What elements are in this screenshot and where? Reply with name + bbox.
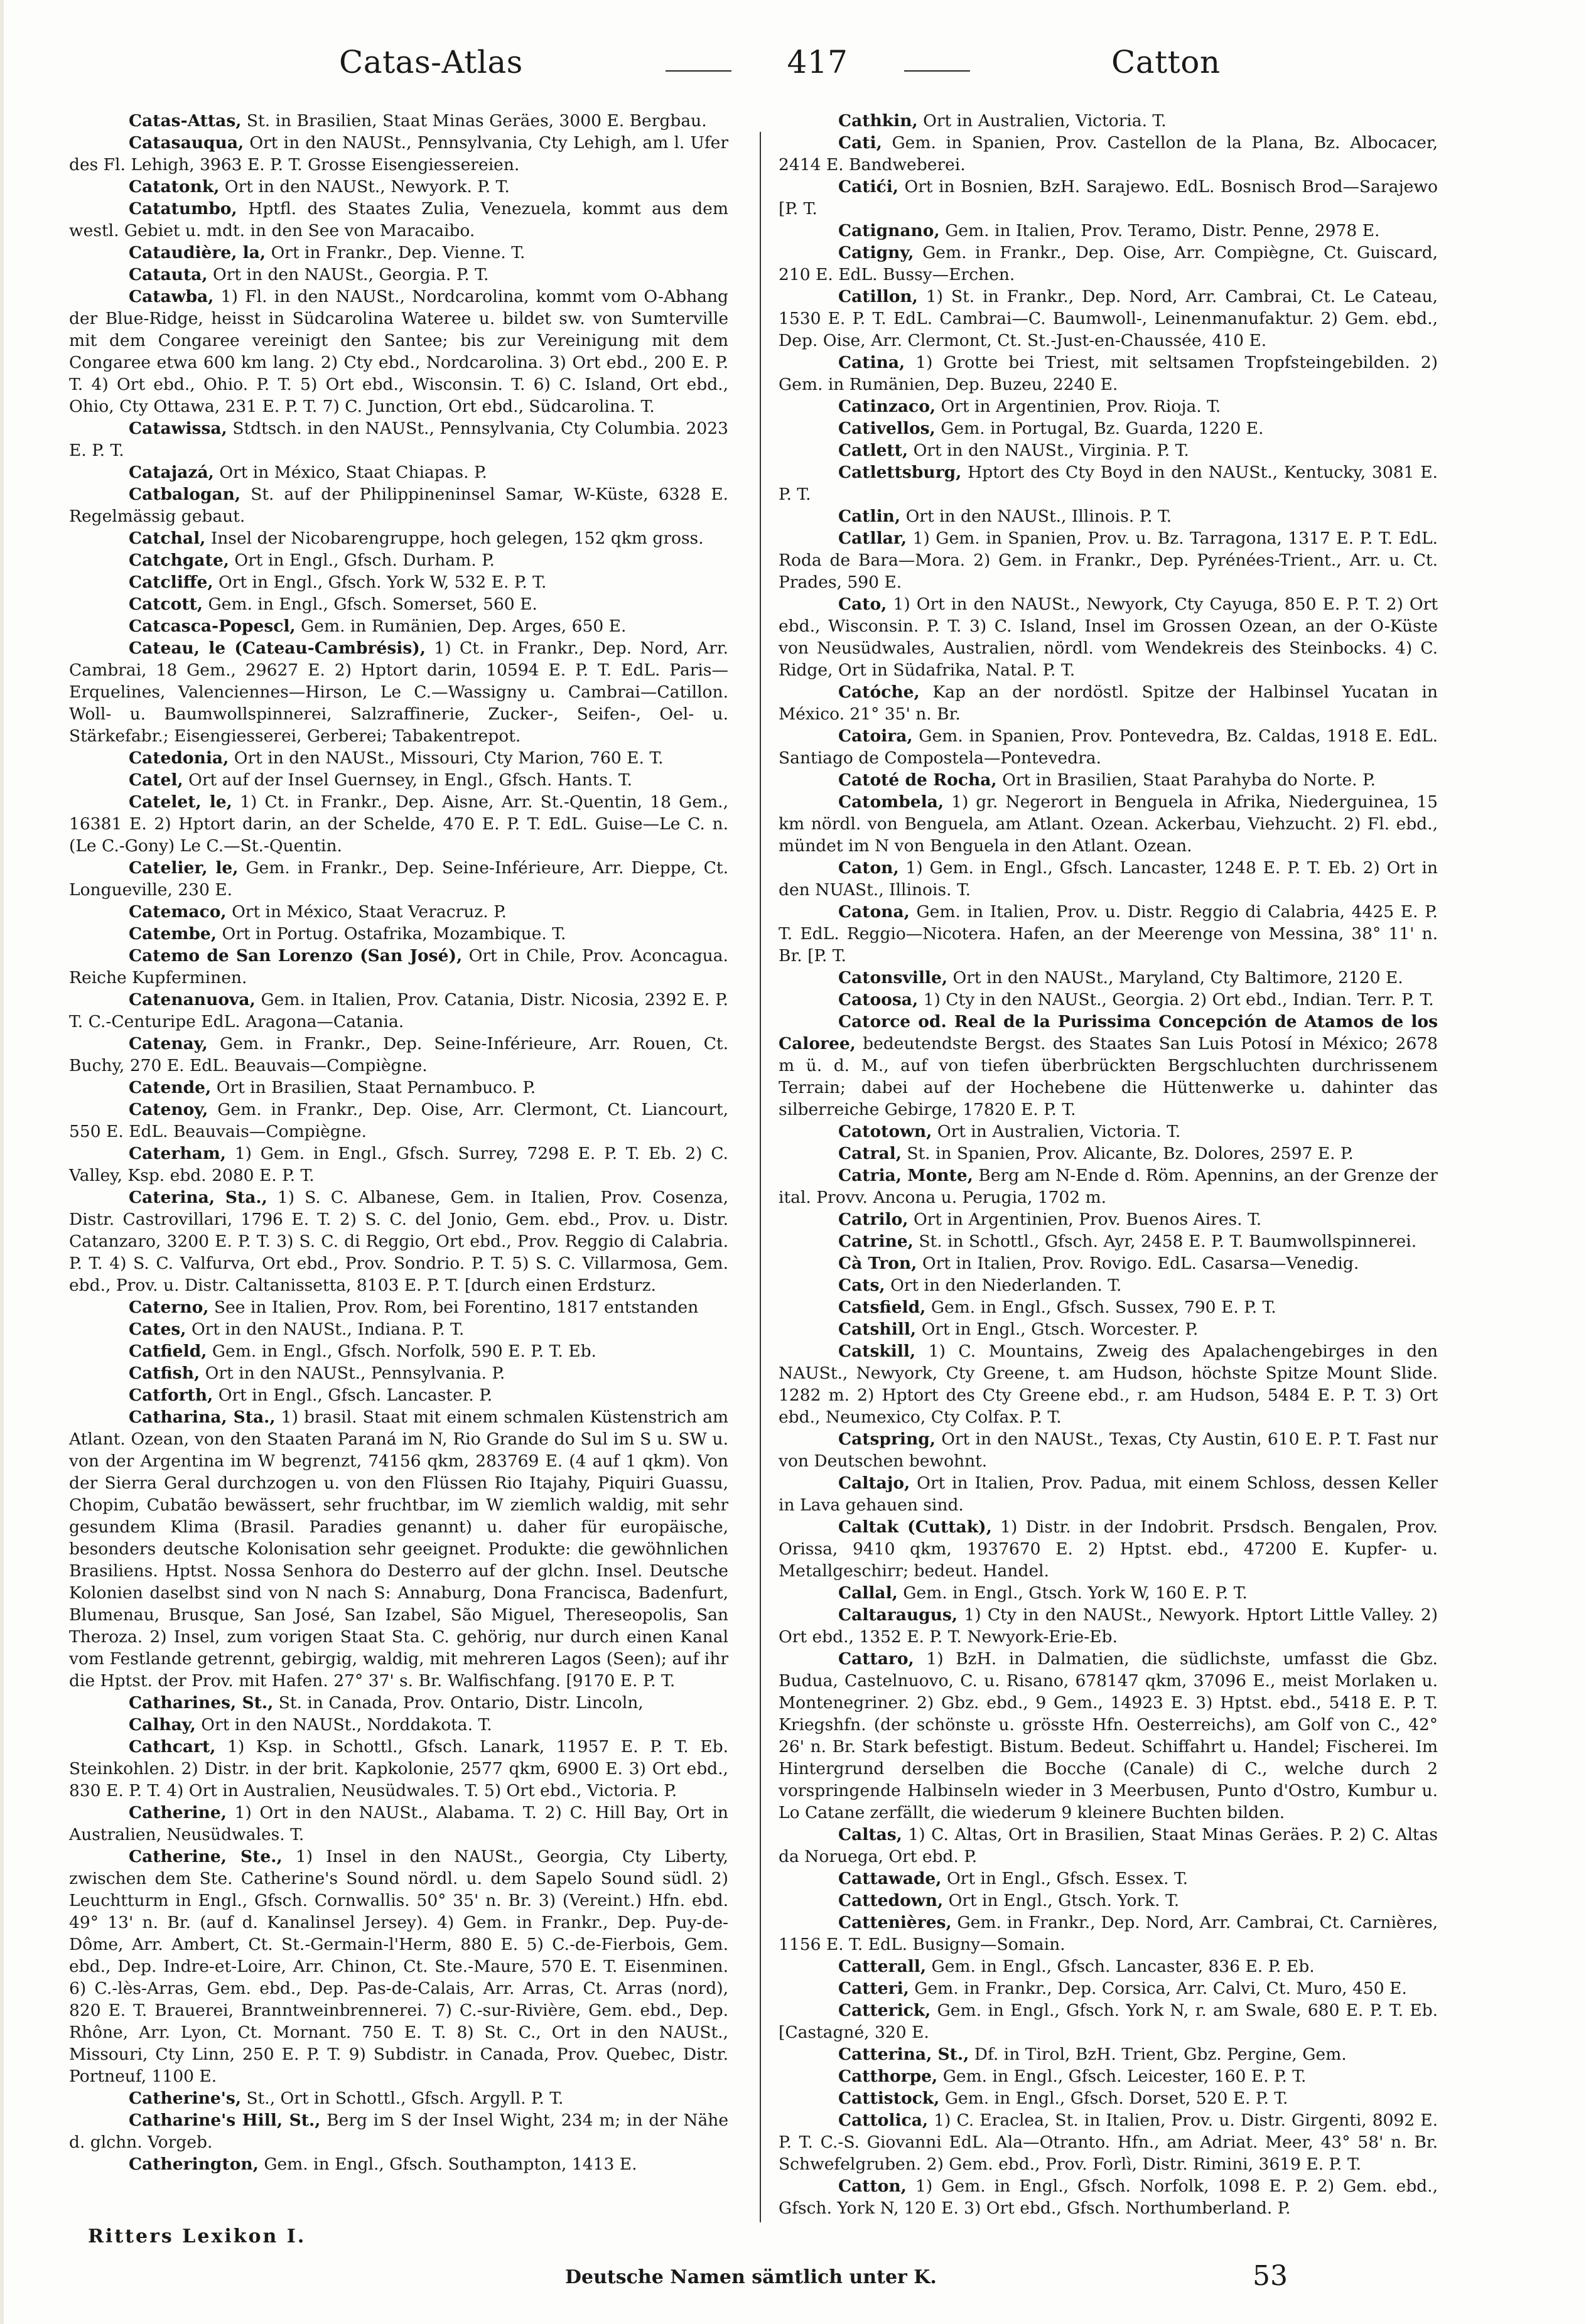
dictionary-entry	[779, 2175, 1438, 2219]
dictionary-entry	[779, 1340, 1438, 1428]
entry-headword: Catbalogan,	[129, 485, 241, 504]
entry-text: Gem. in Spanien, Prov. Castellon de la Plana, Bz. Albocacer, 2414 E. Bandweberei.	[779, 133, 1438, 175]
entry-headword: Caltas,	[838, 1825, 902, 1844]
entry-headword: Cattenières,	[838, 1913, 952, 1932]
page-number: 417	[787, 44, 848, 80]
entry-headword: Catskill,	[838, 1342, 916, 1361]
entry-text: 1) C. Mountains, Zweig des Apalachengebirges in den NAUSt., Newyork, Cty Greene, t. am Hudson, höchste Spitze Mount Slide. 1282 m. 2) Hptort des Cty Greene ebd., r. am Hudson, 5484 E. P. T. 3) Ort ebd., Neumexico, Cty Colfax. P. T.	[779, 1342, 1438, 1427]
entry-headword: Catignano,	[838, 221, 940, 240]
entry-headword: Catherine, Ste.,	[129, 1847, 283, 1866]
dictionary-entry	[779, 901, 1438, 967]
entry-text: Gem. in Spanien, Prov. Pontevedra, Bz. Caldas, 1918 E. EdL. Santiago de Compostela—Pontevedra.	[779, 726, 1438, 768]
dictionary-entry	[69, 923, 728, 945]
dictionary-entry	[779, 1604, 1438, 1648]
entry-headword: Catrine,	[838, 1232, 914, 1251]
entry-headword: Caterno,	[129, 1298, 209, 1317]
entry-text: Gem. in Portugal, Bz. Guarda, 1220 E.	[941, 419, 1264, 438]
entry-headword: Catenay,	[129, 1034, 208, 1053]
entry-headword: Catfield,	[129, 1342, 207, 1361]
entry-text: Hptort des Cty Boyd in den NAUSt., Kentucky, 3081 E. P. T.	[779, 463, 1438, 504]
entry-text: Ort in den NAUSt., Maryland, Cty Baltimore, 2120 E.	[952, 968, 1403, 987]
entry-text: Gem. in Frankr., Dep. Seine-Inférieure, Arr. Rouen, Ct. Buchy, 270 E. EdL. Beauvais—Compiègne.	[69, 1034, 728, 1075]
entry-text: Ort in Engl., Gtsch. Worcester. P.	[921, 1320, 1199, 1339]
entry-headword: Catas-Attas,	[129, 111, 242, 131]
dictionary-entry	[779, 725, 1438, 769]
entry-text: 1) Ort in den NAUSt., Newyork, Cty Cayuga, 850 E. P. T. 2) Ort ebd., Wisconsin. P. T. 3) C. Island, Insel im Grossen Ozean, an der O-Küste von Neusüdwales, Australien, nördl. vom Wendekreis des Steinbocks. 4) C. Ridge, Ort in Südafrika, Natal. P. T.	[779, 594, 1438, 680]
dictionary-entry	[779, 989, 1438, 1011]
dictionary-entry	[779, 417, 1438, 439]
entry-headword: Catauta,	[129, 265, 208, 284]
entry-headword: Catedonia,	[129, 748, 229, 768]
dictionary-entry	[69, 198, 728, 242]
dictionary-entry	[69, 1143, 728, 1186]
entry-text: 1) Insel in den NAUSt., Georgia, Cty Liberty, zwischen dem Ste. Catherine's Sound nördl. u. dem Sapelo Sound südl. 2) Leuchtturm in Engl., Gfsch. Cornwallis. 50° 35' n. Br. 3) (Vereint.) Hfn. ebd. 49° 13' n. Br. (auf d. Kanalinsel Jersey). 4) Gem. in Frankr., Dep. Puy-de-Dôme, Arr. Ambert, Ct. St.-Germain-l'Herm, 880 E. 5) C.-de-Fierbois, Gem. ebd., Dep. Indre-et-Loire, Arr. Chinon, Ct. Ste.-Maure, 570 E. T. Eisenminen. 6) C.-lès-Arras, Gem. ebd., Dep. Pas-de-Calais, Arr. Arras, Ct. Arras (nord), 820 E. T. Brauerei, Branntweinbrennerei. 7) C.-sur-Rivière, Gem. ebd., Dep. Rhône, Arr. Lyon, Ct. Mornant. 750 E. T. 8) St. C., Ort in den NAUSt., Missouri, Cty Linn, 250 E. P. T. 9) Subdistr. in Canada, Prov. Quebec, Distr. Portneuf, 1100 E.	[69, 1847, 728, 2086]
left-column	[69, 110, 728, 2175]
dictionary-entry	[779, 791, 1438, 857]
dictionary-entry	[779, 395, 1438, 417]
entry-text: Hptfl. des Staates Zulia, Venezuela, kommt aus dem westl. Gebiet u. mdt. in den See von Maracaibo.	[69, 199, 728, 240]
entry-headword: Caton,	[838, 858, 899, 878]
entry-headword: Catshill,	[838, 1320, 917, 1339]
dictionary-entry	[69, 1692, 728, 1714]
entry-headword: Catlin,	[838, 507, 901, 526]
dictionary-entry	[69, 286, 728, 417]
entry-text: Insel der Nicobarengruppe, hoch gelegen, 152 qkm gross.	[210, 529, 704, 548]
entry-headword: Caltak (Cuttak),	[838, 1517, 992, 1537]
dictionary-entry	[69, 242, 728, 264]
entry-headword: Catlett,	[838, 441, 909, 460]
entry-headword: Catillon,	[838, 287, 918, 306]
header-dash-right	[904, 70, 970, 72]
entry-headword: Catona,	[838, 902, 910, 922]
entry-text: Gem. in Engl., Gfsch. Leicester, 160 E. P. T.	[942, 2067, 1307, 2086]
entry-text: Ort in den NAUSt., Norddakota. T.	[201, 1715, 492, 1735]
dictionary-entry	[69, 1296, 728, 1318]
entry-headword: Catembe,	[129, 924, 217, 944]
entry-text: Gem. in Engl., Gfsch. Norfolk, 590 E. P. T. Eb.	[212, 1342, 596, 1361]
entry-text: Gem. in Rumänien, Dep. Arges, 650 E.	[301, 616, 627, 636]
entry-headword: Catatumbo,	[129, 199, 237, 218]
dictionary-entry	[779, 1274, 1438, 1296]
entry-text: Ort in den NAUSt., Missouri, Cty Marion, 760 E. T.	[234, 748, 664, 768]
entry-text: 1) S. C. Albanese, Gem. in Italien, Prov. Cosenza, Distr. Castrovillari, 1796 E. T. 2) S. C. del Jonio, Gem. ebd., Prov. u. Distr. Catanzaro, 3200 E. P. T. 3) S. C. di Reggio, Ort ebd., Prov. Reggio di Calabria. P. T. 4) S. C. Valfurva, Ort ebd., Prov. Sondrio. P. T. 5) S. C. Villarmosa, Gem. ebd., Prov. u. Distr. Caltanissetta, 8103 E. P. T. [durch einen Erdsturz.	[69, 1188, 728, 1295]
entry-text: 1) Grotte bei Triest, mit seltsamen Tropfsteingebilden. 2) Gem. in Rumänien, Dep. Buzeu, 2240 E.	[779, 353, 1438, 394]
dictionary-entry	[779, 1472, 1438, 1516]
entry-headword: Catóche,	[838, 682, 920, 702]
dictionary-entry	[779, 2087, 1438, 2109]
dictionary-entry	[69, 901, 728, 923]
entry-text: 1) Fl. in den NAUSt., Nordcarolina, kommt vom O-Abhang der Blue-Ridge, heisst in Südcarolina Wateree u. bildet sw. von Sumterville mit dem Congaree vereinigt den Santee; bis zur Vereinigung mit dem Congaree etwa 600 km lang. 2) Cty ebd., Nordcarolina. 3) Ort ebd., 200 E. P. T. 4) Ort ebd., Ohio. P. T. 5) Ort ebd., Wisconsin. T. 6) C. Island, Ort ebd., Ohio, Cty Ottawa, 231 E. P. T. 7) C. Junction, Ort ebd., Südcarolina. T.	[69, 287, 728, 416]
entry-text: 1) Ksp. in Schottl., Gfsch. Lanark, 11957 E. P. T. Eb. Steinkohlen. 2) Distr. in der brit. Kapkolonie, 2577 qkm, 6900 E. 3) Ort ebd., 830 E. P. T. 4) Ort in Australien, Neusüdwales. T. 5) Ort ebd., Victoria. P.	[69, 1737, 728, 1800]
header-dash-left	[666, 70, 731, 72]
entry-headword: Catcott,	[129, 594, 203, 614]
dictionary-entry	[779, 2043, 1438, 2065]
sheet-number: 53	[1253, 2260, 1288, 2292]
entry-headword: Catenoy,	[129, 1100, 208, 1119]
entry-headword: Catchgate,	[129, 551, 229, 570]
entry-text: Ort in den NAUSt., Newyork. P. T.	[224, 177, 510, 196]
dictionary-entry	[779, 1648, 1438, 1824]
entry-headword: Catharines, St.,	[129, 1693, 274, 1713]
entry-headword: Catina,	[838, 353, 905, 372]
entry-headword: Calhay,	[129, 1715, 196, 1735]
entry-headword: Catonsville,	[838, 968, 948, 987]
entry-headword: Catterick,	[838, 2001, 931, 2020]
dictionary-entry	[69, 549, 728, 571]
dictionary-entry	[779, 1252, 1438, 1274]
dictionary-entry	[779, 1516, 1438, 1582]
entry-text: Ort in Brasilien, Staat Parahyba do Norte. P.	[1002, 770, 1376, 790]
entry-text: 1) Ct. in Frankr., Dep. Nord, Arr. Cambrai, 18 Gem., 29627 E. 2) Hptort darin, 10594 E. P. T. EdL. Paris—Erquelines, Valenciennes—Hirson, Le C.—Wassigny u. Cambrai—Catillon. Woll- u. Baumwollspinnerei, Salzraffinerie, Zucker-, Seifen-, Oel- u. Stärkefabr.; Eisengiesserei, Gerberei; Tabakentrepot.	[69, 638, 728, 746]
entry-text: Ort in Italien, Prov. Padua, mit einem Schloss, dessen Keller in Lava gehauen sind.	[779, 1473, 1438, 1515]
dictionary-entry	[779, 1143, 1438, 1165]
page-binding-edge	[0, 0, 4, 2324]
entry-headword: Caltaraugus,	[838, 1605, 958, 1625]
entry-text: Ort in Engl., Gfsch. York W, 532 E. P. T.	[218, 573, 547, 592]
dictionary-entry	[779, 1868, 1438, 1890]
dictionary-entry	[69, 637, 728, 747]
dictionary-entry	[779, 967, 1438, 989]
dictionary-entry	[69, 527, 728, 549]
entry-text: St. in Schottl., Gfsch. Ayr, 2458 E. P. T. Baumwollspinnerei.	[919, 1232, 1417, 1251]
entry-headword: Cà Tron,	[838, 1254, 917, 1273]
entry-headword: Cateau, le (Cateau-Cambrésis),	[129, 638, 426, 658]
dictionary-entry	[69, 769, 728, 791]
entry-headword: Catfish,	[129, 1364, 200, 1383]
entry-headword: Catharina, Sta.,	[129, 1407, 276, 1427]
entry-headword: Cattistock,	[838, 2089, 940, 2108]
entry-text: Gem. in Italien, Prov. Catania, Distr. Nicosia, 2392 E. P. T. C.-Centuripe EdL. Aragona—Catania.	[69, 990, 728, 1031]
dictionary-entry	[779, 1824, 1438, 1868]
entry-headword: Caterham,	[129, 1144, 227, 1163]
dictionary-entry	[779, 242, 1438, 286]
entry-headword: Cates,	[129, 1320, 186, 1339]
entry-text: Ort in Bosnien, BzH. Sarajewo. EdL. Bosnisch Brod—Sarajewo [P. T.	[779, 177, 1438, 218]
dictionary-entry	[69, 132, 728, 176]
entry-headword: Catoira,	[838, 726, 913, 746]
entry-text: Ort in den NAUSt., Georgia. P. T.	[213, 265, 489, 284]
entry-text: Ort in México, Staat Chiapas. P.	[219, 463, 487, 482]
entry-headword: Catatonk,	[129, 177, 220, 196]
entry-headword: Cathkin,	[838, 111, 918, 131]
entry-headword: Catllar,	[838, 529, 907, 548]
entry-text: Ort in Argentinien, Prov. Buenos Aires. T.	[913, 1210, 1262, 1229]
entry-headword: Catawba,	[129, 287, 214, 306]
dictionary-entry	[69, 1340, 728, 1362]
dictionary-entry	[69, 615, 728, 637]
dictionary-entry	[69, 2109, 728, 2153]
entry-text: Gem. in Engl., Gfsch. Dorset, 520 E. P. T.	[944, 2089, 1288, 2108]
entry-headword: Catrilo,	[838, 1210, 909, 1229]
entry-headword: Catawissa,	[129, 419, 227, 438]
entry-headword: Catorce od. Real de la Purissima Concepción de Atamos de los Caloree,	[779, 1012, 1438, 1053]
dictionary-entry	[69, 791, 728, 857]
dictionary-entry	[779, 857, 1438, 901]
entry-text: Ort in Chile, Prov. Aconcagua. Reiche Kupferminen.	[69, 946, 728, 987]
entry-headword: Cathcart,	[129, 1737, 216, 1756]
footer-note: Deutsche Namen sämtlich unter K.	[565, 2266, 937, 2288]
entry-text: Ort in den NAUSt., Texas, Cty Austin, 610 E. P. T. Fast nur von Deutschen bewohnt.	[779, 1429, 1438, 1471]
entry-text: 1) C. Altas, Ort in Brasilien, Staat Minas Geräes. P. 2) C. Altas da Noruega, Ort ebd. P.	[779, 1825, 1438, 1866]
entry-headword: Callal,	[838, 1583, 898, 1603]
dictionary-entry	[69, 593, 728, 615]
entry-headword: Cats,	[838, 1276, 885, 1295]
dictionary-entry	[69, 2087, 728, 2109]
dictionary-entry	[69, 417, 728, 461]
entry-headword: Catende,	[129, 1078, 212, 1097]
entry-text: 1) Cty in den NAUSt., Newyork. Hptort Little Valley. 2) Ort ebd., 1352 E. P. T. Newyork-Erie-Eb.	[779, 1605, 1438, 1647]
entry-text: 1) Gem. in Engl., Gfsch. Lancaster, 1248 E. P. T. Eb. 2) Ort in den NUASt., Illinois. T.	[779, 858, 1438, 900]
dictionary-entry	[779, 769, 1438, 791]
entry-headword: Catelier, le,	[129, 858, 239, 878]
dictionary-entry	[69, 1846, 728, 2087]
entry-headword: Catići,	[838, 177, 898, 196]
entry-headword: Catherine,	[129, 1803, 227, 1822]
entry-headword: Catton,	[838, 2176, 907, 2196]
entry-text: 1) Ct. in Frankr., Dep. Aisne, Arr. St.-Quentin, 18 Gem., 16381 E. 2) Hptort darin, an der Schelde, 470 E. P. T. EdL. Guise—Le C. n. (Le C.-Gony) Le C.—St.-Quentin.	[69, 792, 728, 856]
dictionary-entry	[779, 2109, 1438, 2175]
dictionary-entry	[779, 1428, 1438, 1472]
entry-text: Df. in Tirol, BzH. Trient, Gbz. Pergine, Gem.	[974, 2045, 1347, 2064]
entry-text: Ort in Italien, Prov. Rovigo. EdL. Casarsa—Venedig.	[922, 1254, 1359, 1273]
entry-text: Gem. in Frankr., Dep. Corsica, Arr. Calvi, Ct. Muro, 450 E.	[914, 1979, 1407, 1998]
dictionary-entry	[69, 2153, 728, 2175]
entry-text: Ort in den NAUSt., Pennsylvania, Cty Lehigh, am l. Ufer des Fl. Lehigh, 3963 E. P. T. Grosse Eisengiessereien.	[69, 133, 728, 175]
entry-text: See in Italien, Prov. Rom, bei Forentino, 1817 entstanden	[213, 1298, 699, 1317]
entry-text: Ort in Engl., Gfsch. Lancaster. P.	[218, 1385, 493, 1405]
dictionary-entry	[779, 1890, 1438, 1912]
dictionary-entry	[69, 571, 728, 593]
entry-text: Gem. in Engl., Gfsch. Sussex, 790 E. P. T.	[931, 1298, 1276, 1317]
dictionary-entry	[779, 527, 1438, 593]
entry-headword: Catherington,	[129, 2155, 259, 2174]
entry-text: St. in Spanien, Prov. Alicante, Bz. Dolores, 2597 E. P.	[907, 1144, 1354, 1163]
dictionary-entry	[69, 1714, 728, 1736]
dictionary-entry	[779, 593, 1438, 681]
dictionary-entry	[69, 989, 728, 1033]
entry-text: Ort in Australien, Victoria. T.	[937, 1122, 1181, 1141]
entry-text: St. in Canada, Prov. Ontario, Distr. Lincoln,	[278, 1693, 644, 1713]
dictionary-entry	[69, 1802, 728, 1846]
entry-text: Ort in Australien, Victoria. T.	[923, 111, 1167, 131]
dictionary-entry	[69, 1736, 728, 1802]
entry-text: Gem. in Engl., Gfsch. York N, r. am Swale, 680 E. P. T. Eb. [Castagné, 320 E.	[779, 2001, 1438, 2042]
dictionary-entry	[69, 1362, 728, 1384]
entry-headword: Catspring,	[838, 1429, 936, 1449]
dictionary-entry	[779, 439, 1438, 461]
entry-headword: Catinzaco,	[838, 397, 936, 416]
entry-headword: Catria, Monte,	[838, 1166, 973, 1185]
entry-text: Ort in México, Staat Veracruz. P.	[232, 902, 507, 922]
dictionary-entry	[69, 110, 728, 132]
entry-headword: Catasauqua,	[129, 133, 244, 153]
header-last-entry: Catton	[1111, 44, 1221, 80]
dictionary-entry	[779, 110, 1438, 132]
entry-text: 1) C. Eraclea, St. in Italien, Prov. u. Distr. Girgenti, 8092 E. P. T. C.-S. Giovanni EdL. Ala—Otranto. Hfn., am Adriat. Meer, 43° 58' n. Br. Schwefelgruben. 2) Gem. ebd., Prov. Forlì, Distr. Rimini, 3619 E. P. T.	[779, 2111, 1438, 2174]
entry-headword: Catoté de Rocha,	[838, 770, 997, 790]
entry-text: bedeutendste Bergst. des Staates San Luis Potosí in México; 2678 m ü. d. M., auf von tiefen überbrückten Bergschluchten durchrissenem Terrain; dabei auf der Hochebene die Hüttenwerke u. dahinter das silberreiche Gebirge, 17820 E. P. T.	[779, 1034, 1438, 1119]
entry-headword: Cattedown,	[838, 1891, 944, 1910]
entry-text: 1) St. in Frankr., Dep. Nord, Arr. Cambrai, Ct. Le Cateau, 1530 E. P. T. EdL. Cambrai—C. Baumwoll-, Leinenmanufaktur. 2) Gem. ebd., Dep. Oise, Arr. Clermont, Ct. St.-Just-en-Chaussée, 410 E.	[779, 287, 1438, 350]
entry-headword: Caltajo,	[838, 1473, 910, 1493]
entry-headword: Catemo de San Lorenzo (San José),	[129, 946, 463, 966]
entry-headword: Catombela,	[838, 792, 944, 812]
entry-headword: Catral,	[838, 1144, 902, 1163]
entry-text: 1) Ort in den NAUSt., Alabama. T. 2) C. Hill Bay, Ort in Australien, Neusüdwales. T.	[69, 1803, 728, 1844]
header-first-entry: Catas-Atlas	[339, 44, 523, 80]
entry-headword: Cati,	[838, 133, 882, 153]
dictionary-entry	[69, 945, 728, 989]
dictionary-entry	[779, 1011, 1438, 1121]
entry-text: 1) Cty in den NAUSt., Georgia. 2) Ort ebd., Indian. Terr. P. T.	[923, 990, 1434, 1009]
entry-text: Ort auf der Insel Guernsey, in Engl., Gfsch. Hants. T.	[188, 770, 633, 790]
entry-headword: Cattaro,	[838, 1649, 914, 1669]
dictionary-entry	[69, 176, 728, 198]
entry-headword: Catcasca-Popescl,	[129, 616, 296, 636]
entry-text: Ort in Portug. Ostafrika, Mozambique. T.	[222, 924, 566, 944]
dictionary-entry	[779, 1318, 1438, 1340]
entry-text: St. in Brasilien, Staat Minas Geräes, 3000 E. Bergbau.	[246, 111, 707, 131]
entry-text: Berg am N-Ende d. Röm. Apennins, an der Grenze der ital. Provv. Ancona u. Perugia, 1702 m.	[779, 1166, 1438, 1207]
column-divider	[760, 132, 761, 2222]
entry-text: Ort in Frankr., Dep. Vienne. T.	[271, 243, 526, 262]
dictionary-entry	[779, 1955, 1438, 1977]
dictionary-entry	[779, 1912, 1438, 1955]
dictionary-entry	[69, 1099, 728, 1143]
dictionary-entry	[779, 352, 1438, 395]
dictionary-entry	[779, 132, 1438, 176]
entry-text: 1) Gem. in Spanien, Prov. u. Bz. Tarragona, 1317 E. P. T. EdL. Roda de Bara—Mora. 2) Gem. in Frankr., Dep. Pyrénées-Trient., Arr. u. Ct. Prades, 590 E.	[779, 529, 1438, 592]
entry-text: Gem. in Engl., Gfsch. Somerset, 560 E.	[208, 594, 537, 614]
dictionary-entry	[69, 1077, 728, 1099]
dictionary-entry	[69, 1186, 728, 1296]
entry-text: Ort in den Niederlanden. T.	[890, 1276, 1122, 1295]
dictionary-entry	[779, 1296, 1438, 1318]
dictionary-entry	[779, 220, 1438, 242]
entry-headword: Catoosa,	[838, 990, 919, 1009]
dictionary-entry	[69, 1318, 728, 1340]
entry-text: Kap an der nordöstl. Spitze der Halbinsel Yucatan in México. 21° 35' n. Br.	[779, 682, 1438, 724]
entry-headword: Catcliffe,	[129, 573, 213, 592]
dictionary-entry	[779, 681, 1438, 725]
entry-text: Ort in den NAUSt., Indiana. P. T.	[191, 1320, 465, 1339]
entry-text: 1) brasil. Staat mit einem schmalen Küstenstrich am Atlant. Ozean, von den Staaten Paraná im N, Rio Grande do Sul im S u. SW u. von der Argentina im W begrenzt, 74156 qkm, 283769 E. (4 auf 1 qkm). Von der Sierra Geral durchzogen u. von den Flüssen Rio Itajahy, Piquiri Guassu, Chopim, Cubatão bewässert, sehr fruchtbar, im W ziemlich waldig, mit sehr gesundem Klima (Brasil. Paradies genannt) u. daher für europäische, besonders deutsche Kolonisation sehr geeignet. Produkte: die gewöhnlichen Brasiliens. Hptst. Nossa Senhora do Desterro auf der glchn. Insel. Deutsche Kolonien daselbst sind von N nach S: Annaburg, Dona Francisca, Badenfurt, Blumenau, Brusque, San José, San Izabel, São Miguel, Thereseopolis, San Theroza. 2) Insel, zum vorigen Staat Sta. C. gehörig, nur durch einen Kanal vom Festlande getrennt, gebirgig, waldig, mit mehreren Lagos (Seen); auf ihr die Hptst. der Prov. mit Hafen. 27° 37' s. Br. Walfischfang. [9170 E. P. T.	[69, 1407, 729, 1691]
entry-text: Gem. in Frankr., Dep. Seine-Inférieure, Arr. Dieppe, Ct. Longueville, 230 E.	[69, 858, 728, 900]
dictionary-entry	[779, 1121, 1438, 1143]
entry-headword: Catelet, le,	[129, 792, 232, 812]
dictionary-entry	[779, 1977, 1438, 1999]
dictionary-entry	[69, 747, 728, 769]
entry-text: Ort in Engl., Gtsch. York. T.	[948, 1891, 1180, 1910]
entry-text: Gem. in Frankr., Dep. Oise, Arr. Clermont, Ct. Liancourt, 550 E. EdL. Beauvais—Compiègne.	[69, 1100, 728, 1141]
entry-text: St., Ort in Schottl., Gfsch. Argyll. P. T.	[246, 2089, 564, 2108]
entry-text: Ort in den NAUSt., Pennsylvania. P.	[205, 1364, 505, 1383]
entry-text: Gem. in Frankr., Dep. Oise, Arr. Compiègne, Ct. Guiscard, 210 E. EdL. Bussy—Erchen.	[779, 243, 1438, 284]
entry-headword: Catthorpe,	[838, 2067, 938, 2086]
entry-headword: Catharine's Hill, St.,	[129, 2111, 321, 2130]
entry-headword: Catterina, St.,	[838, 2045, 969, 2064]
entry-headword: Cataudière, la,	[129, 243, 266, 262]
dictionary-entry	[69, 1384, 728, 1406]
dictionary-entry	[779, 286, 1438, 352]
entry-headword: Catlettsburg,	[838, 463, 962, 482]
dictionary-entry	[69, 1406, 728, 1692]
entry-text: Berg im S der Insel Wight, 234 m; in der Nähe d. glchn. Vorgeb.	[69, 2111, 729, 2152]
entry-headword: Catigny,	[838, 243, 914, 262]
entry-text: Ort in den NAUSt., Virginia. P. T.	[913, 441, 1189, 460]
entry-headword: Catherine's,	[129, 2089, 242, 2108]
dictionary-entry	[779, 505, 1438, 527]
entry-headword: Catel,	[129, 770, 183, 790]
dictionary-entry	[779, 1582, 1438, 1604]
dictionary-entry	[779, 1208, 1438, 1230]
signature-mark: Ritters Lexikon I.	[88, 2225, 306, 2247]
dictionary-entry	[779, 176, 1438, 220]
entry-text: 1) Distr. in der Indobrit. Prsdsch. Bengalen, Prov. Orissa, 9410 qkm, 1937670 E. 2) Hptst. ebd., 47200 E. Kupfer- u. Metallgeschirr; bedeut. Handel.	[779, 1517, 1438, 1581]
entry-headword: Catotown,	[838, 1122, 932, 1141]
entry-text: Gem. in Italien, Prov. Teramo, Distr. Penne, 2978 E.	[945, 221, 1380, 240]
entry-text: Stdtsch. in den NAUSt., Pennsylvania, Cty Columbia. 2023 E. P. T.	[69, 419, 728, 460]
entry-headword: Catforth,	[129, 1385, 213, 1405]
dictionary-entry	[69, 857, 728, 901]
dictionary-entry	[69, 1033, 728, 1077]
entry-text: 1) gr. Negerort in Benguela in Afrika, Niederguinea, 15 km nördl. von Benguela, am Atlant. Ozean. Ackerbau, Viehzucht. 2) Fl. ebd., mündet im N von Benguela in den Atlant. Ozean.	[779, 792, 1438, 856]
dictionary-entry	[69, 264, 728, 286]
dictionary-entry	[779, 461, 1438, 505]
entry-headword: Cattawade,	[838, 1869, 942, 1888]
dictionary-entry	[779, 2065, 1438, 2087]
entry-headword: Catchal,	[129, 529, 206, 548]
entry-text: Gem. in Engl., Gfsch. Southampton, 1413 E.	[264, 2155, 637, 2174]
entry-text: 1) Gem. in Engl., Gfsch. Surrey, 7298 E. P. T. Eb. 2) C. Valley, Ksp. ebd. 2080 E. P. T.	[69, 1144, 728, 1185]
entry-headword: Caterina, Sta.,	[129, 1188, 267, 1207]
dictionary-entry	[69, 461, 728, 483]
dictionary-entry	[69, 483, 728, 527]
entry-headword: Cato,	[838, 594, 887, 614]
entry-text: Ort in Engl., Gfsch. Essex. T.	[946, 1869, 1189, 1888]
entry-headword: Catteri,	[838, 1979, 909, 1998]
entry-text: 1) BzH. in Dalmatien, die südlichste, umfasst die Gbz. Budua, Castelnuovo, C. u. Risano, 678147 qkm, 37096 E., meist Morlaken u. Montenegriner. 2) Gbz. ebd., 9 Gem., 14923 E. 3) Hptst. ebd., 5418 E. P. T. Kriegshfn. (der schönste u. grösste Hfn. Oesterreichs), am Golf von C., 42° 26' n. Br. Stark befestigt. Bistum. Bedeut. Schiffahrt u. Handel; Fischerei. Im Hintergrund derselben die Bocche (Canale) di C., welche durch 2 vorspringende Halbinseln wieder in 3 Meerbusen, Punto d'Ostro, Kumbur u. Lo Catane zerfällt, die wiederum 9 kleinere Buchten bilden.	[779, 1649, 1438, 1822]
entry-headword: Catsfield,	[838, 1298, 926, 1317]
entry-text: Gem. in Engl., Gtsch. York W, 160 E. P. T.	[903, 1583, 1248, 1603]
entry-headword: Catemaco,	[129, 902, 227, 922]
entry-text: Gem. in Italien, Prov. u. Distr. Reggio di Calabria, 4425 E. P. T. EdL. Reggio—Nicotera. Hafen, an der Meerenge von Messina, 38° 11' n. Br. [P. T.	[779, 902, 1438, 966]
entry-text: Gem. in Engl., Gfsch. Lancaster, 836 E. P. Eb.	[931, 1957, 1315, 1976]
dictionary-entry	[779, 1165, 1438, 1208]
entry-text: Ort in den NAUSt., Illinois. P. T.	[905, 507, 1172, 526]
entry-text: Gem. in Frankr., Dep. Nord, Arr. Cambrai, Ct. Carnières, 1156 E. T. EdL. Busigny—Somain.	[779, 1913, 1438, 1954]
entry-text: Ort in Argentinien, Prov. Rioja. T.	[941, 397, 1221, 416]
entry-text: 1) Gem. in Engl., Gfsch. Norfolk, 1098 E. P. 2) Gem. ebd., Gfsch. York N, 120 E. 3) Ort ebd., Gfsch. Northumberland. P.	[779, 2176, 1438, 2218]
dictionary-entry	[779, 1999, 1438, 2043]
entry-text: Ort in Engl., Gfsch. Durham. P.	[234, 551, 495, 570]
entry-headword: Catterall,	[838, 1957, 927, 1976]
dictionary-entry	[779, 1230, 1438, 1252]
right-column	[779, 110, 1438, 2219]
entry-headword: Catenanuova,	[129, 990, 256, 1009]
entry-text: Ort in Brasilien, Staat Pernambuco. P.	[216, 1078, 536, 1097]
entry-headword: Catajazá,	[129, 463, 214, 482]
entry-headword: Cativellos,	[838, 419, 936, 438]
entry-text: St. auf der Philippineninsel Samar, W-Küste, 6328 E. Regelmässig gebaut.	[69, 485, 728, 526]
entry-headword: Cattolica,	[838, 2111, 929, 2130]
